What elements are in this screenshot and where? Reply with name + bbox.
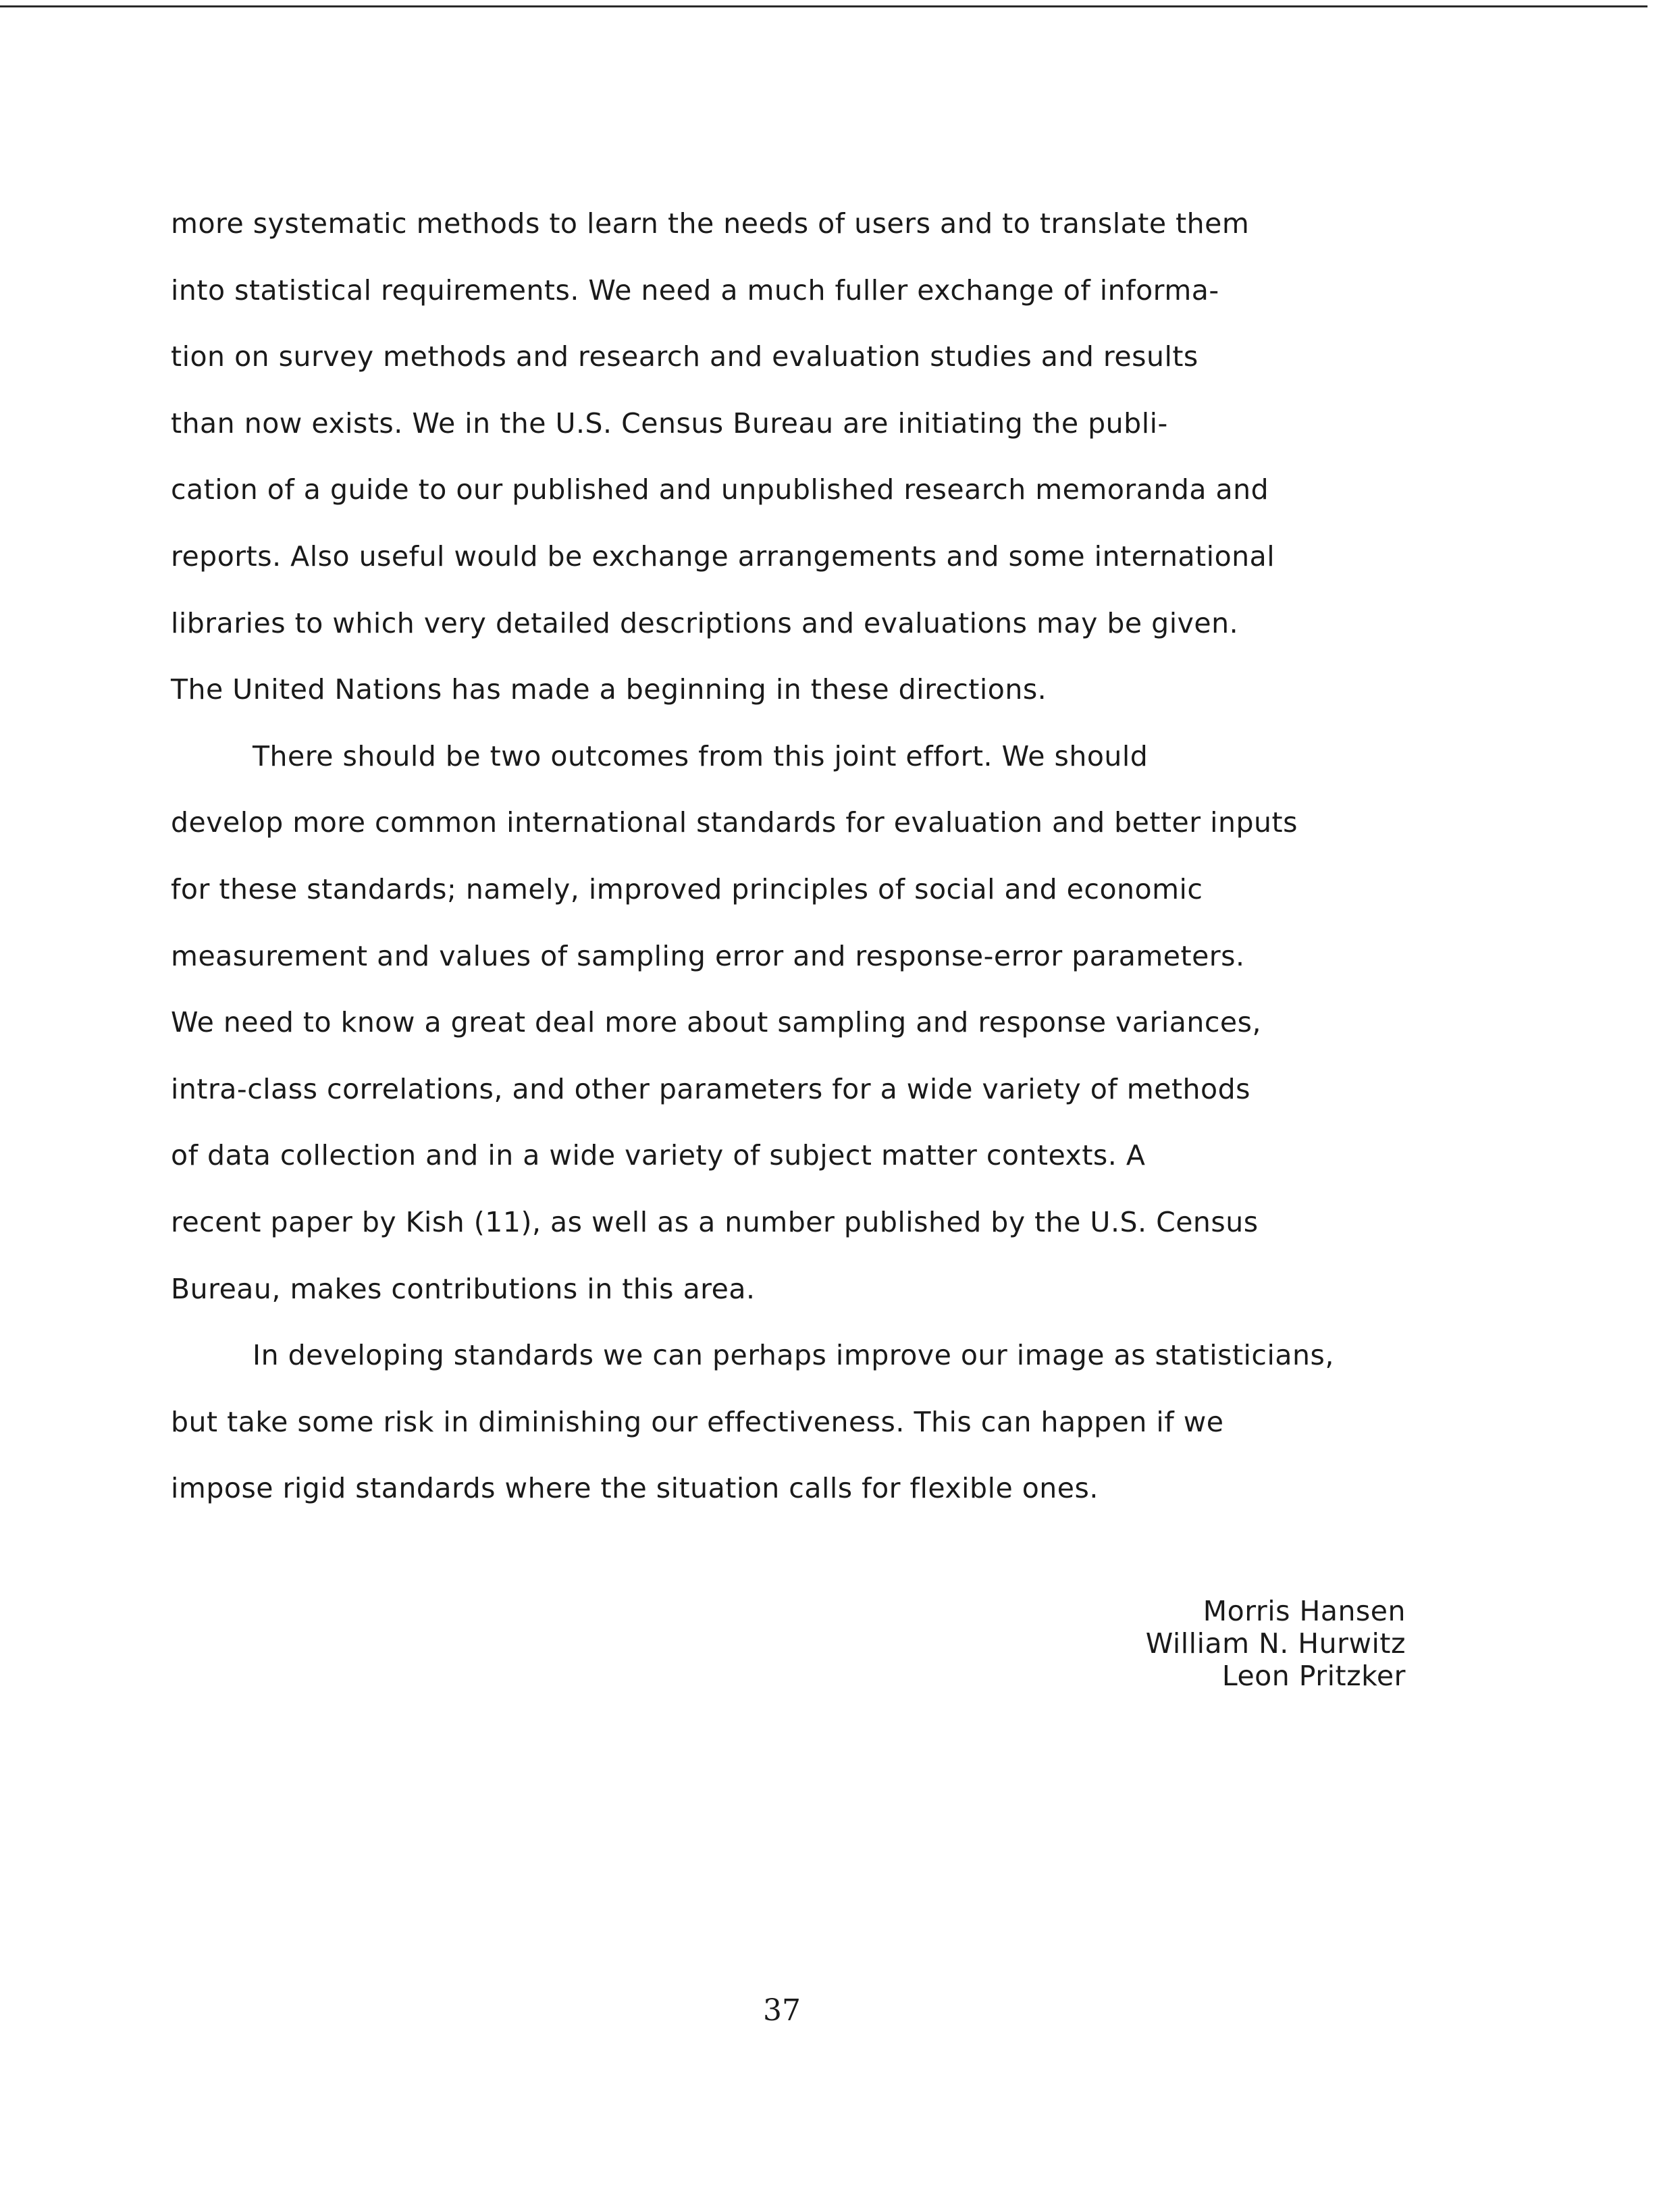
paragraph-1-line-3: tion on survey methods and research and evaluation studies and results <box>171 340 1198 373</box>
paragraph-3-line-3: impose rigid standards where the situation calls for flexible ones. <box>171 1472 1099 1505</box>
paragraph-2-line-7: of data collection and in a wide variety of subject matter contexts. A <box>171 1139 1146 1172</box>
paragraph-1-line-5: cation of a guide to our published and unpublished research memoranda and <box>171 473 1269 506</box>
paragraph-1-line-7: libraries to which very detailed descriptions and evaluations may be given. <box>171 606 1239 639</box>
paragraph-1-line-1: more systematic methods to learn the needs of users and to translate them <box>171 207 1250 240</box>
top-rule <box>0 5 1647 7</box>
paragraph-2-line-2: develop more common international standards for evaluation and better inputs <box>171 806 1298 839</box>
paragraph-2-line-6: intra-class correlations, and other parameters for a wide variety of methods <box>171 1072 1250 1105</box>
paragraph-2-line-3: for these standards; namely, improved principles of social and economic <box>171 872 1203 905</box>
paragraph-1-line-6: reports. Also useful would be exchange arrangements and some international <box>171 539 1275 573</box>
paragraph-3-line-1: In developing standards we can perhaps improve our image as statisticians, <box>253 1339 1334 1372</box>
paragraph-2-line-9: Bureau, makes contributions in this area. <box>171 1272 756 1305</box>
paragraph-3-line-2: but take some risk in diminishing our effectiveness. This can happen if we <box>171 1405 1224 1438</box>
author-name: Leon Pritzker <box>1221 1660 1406 1692</box>
author-name: William N. Hurwitz <box>1145 1627 1406 1660</box>
paragraph-1-line-8: The United Nations has made a beginning in these directions. <box>171 673 1047 706</box>
paragraph-1-line-4: than now exists. We in the U.S. Census Bureau are initiating the publi- <box>171 406 1168 440</box>
paragraph-1-line-2: into statistical requirements. We need a much fuller exchange of informa- <box>171 273 1219 307</box>
paragraph-2-line-1: There should be two outcomes from this joint effort. We should <box>253 739 1149 772</box>
body-text <box>171 190 1521 1522</box>
page-number: 37 <box>763 1993 801 2028</box>
author-signatures <box>1146 1595 1406 1692</box>
paragraph-2-line-8: recent paper by Kish (11), as well as a number published by the U.S. Census <box>171 1205 1259 1238</box>
paragraph-2-line-5: We need to know a great deal more about sampling and response variances, <box>171 1006 1262 1039</box>
paragraph-2-line-4: measurement and values of sampling error and response-error parameters. <box>171 939 1245 972</box>
author-name: Morris Hansen <box>1203 1595 1406 1627</box>
